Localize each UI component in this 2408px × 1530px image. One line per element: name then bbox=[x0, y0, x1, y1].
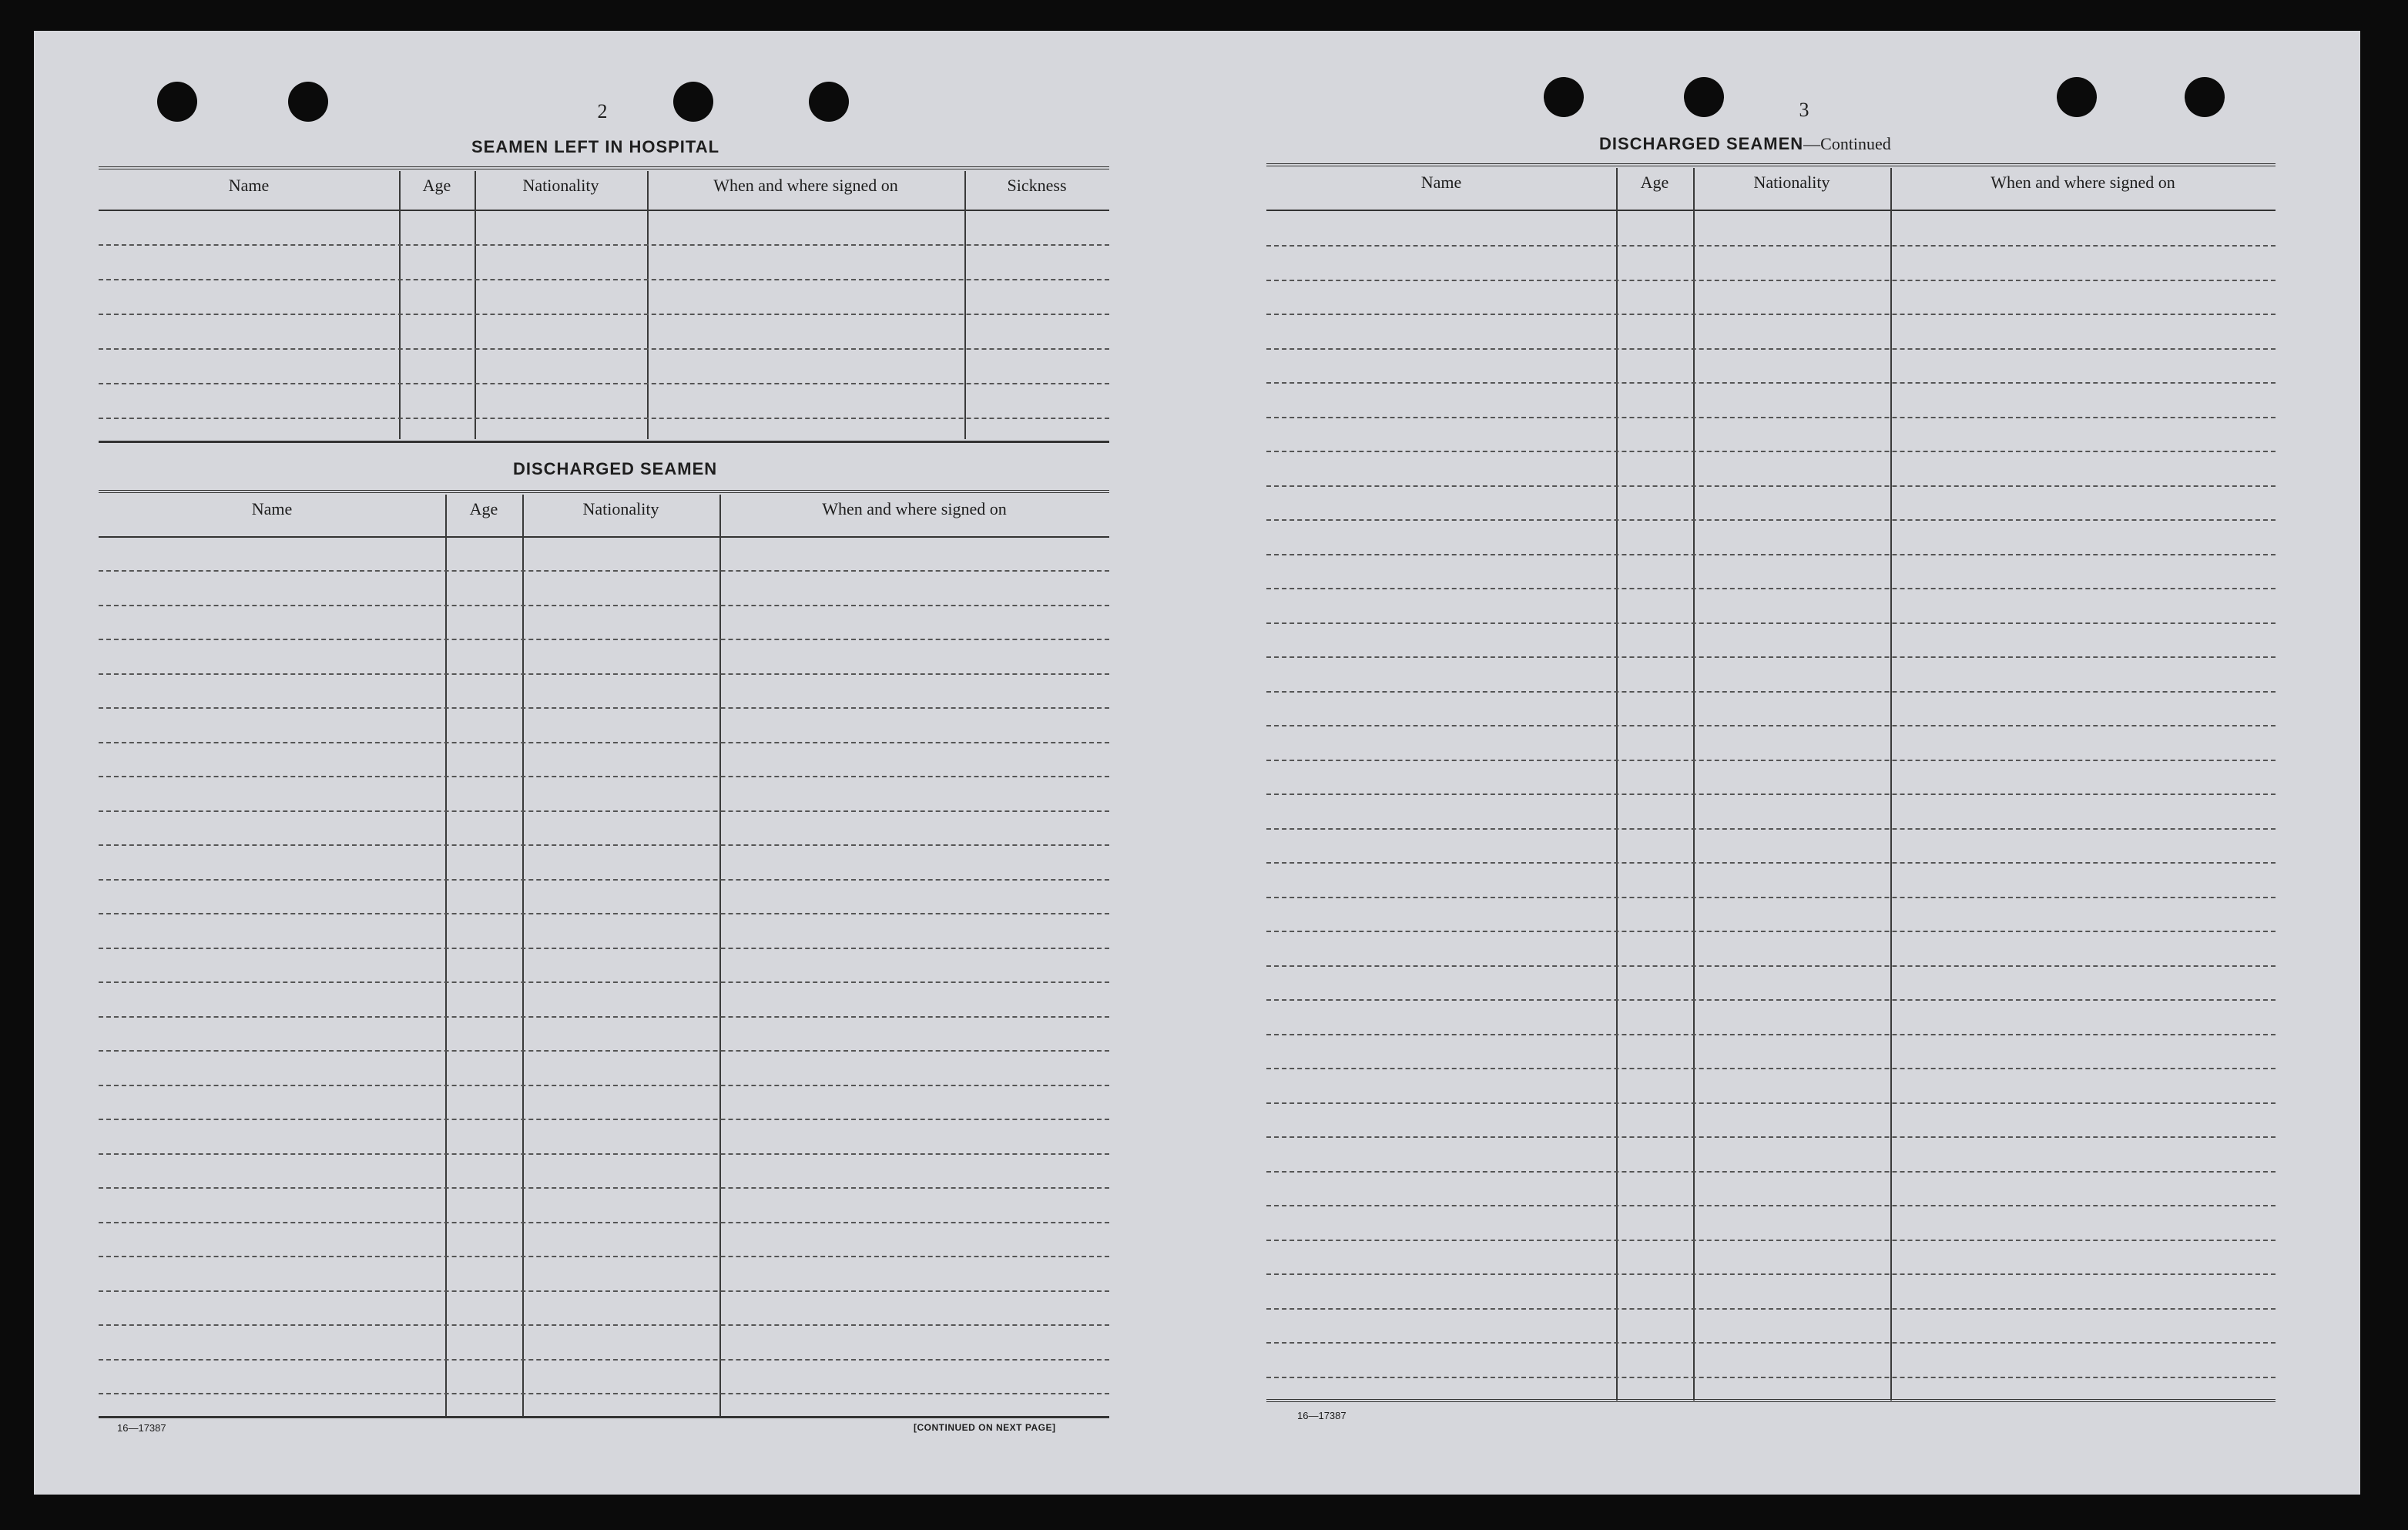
table-row bbox=[99, 1187, 1109, 1189]
table-row bbox=[99, 639, 1109, 640]
binder-hole bbox=[2185, 77, 2225, 117]
discharged-continued-title bbox=[1599, 134, 1891, 154]
table-row bbox=[1266, 1136, 2276, 1138]
column-header-age: Age bbox=[469, 499, 498, 518]
table-row bbox=[99, 1085, 1109, 1086]
table-row bbox=[1266, 760, 2276, 761]
column-header-age: Age bbox=[1640, 173, 1669, 192]
form-number: 16—17387 bbox=[1297, 1410, 1347, 1421]
table-row bbox=[99, 605, 1109, 606]
table-row bbox=[99, 1324, 1109, 1326]
left-page bbox=[34, 31, 1197, 1495]
table-row bbox=[99, 913, 1109, 914]
table-row bbox=[99, 879, 1109, 881]
table-row bbox=[1266, 1273, 2276, 1275]
binder-hole bbox=[1544, 77, 1584, 117]
discharged-continued-table bbox=[1266, 163, 2276, 1434]
table-row bbox=[99, 418, 1109, 419]
table-row bbox=[1266, 382, 2276, 384]
table-row bbox=[99, 1050, 1109, 1052]
table-row bbox=[1266, 691, 2276, 693]
table-row bbox=[1266, 931, 2276, 932]
table-row bbox=[99, 742, 1109, 743]
column-header-name: Name bbox=[228, 176, 270, 195]
table-row bbox=[1266, 1068, 2276, 1069]
title-main: DISCHARGED SEAMEN bbox=[1599, 134, 1804, 153]
hospital-table bbox=[99, 166, 1109, 467]
table-row bbox=[1266, 862, 2276, 864]
table-row bbox=[1266, 348, 2276, 350]
document-sheet bbox=[34, 31, 2360, 1495]
table-row bbox=[99, 1393, 1109, 1394]
column-header-nationality: Nationality bbox=[522, 176, 599, 195]
table-row bbox=[99, 948, 1109, 949]
table-row bbox=[99, 348, 1109, 350]
discharged-table bbox=[99, 490, 1109, 1445]
table-row bbox=[1266, 965, 2276, 967]
table-row bbox=[99, 1256, 1109, 1257]
hospital-section-title: SEAMEN LEFT IN HOSPITAL bbox=[471, 137, 720, 156]
table-row bbox=[99, 244, 1109, 246]
table-row bbox=[1266, 1240, 2276, 1241]
table-row bbox=[1266, 451, 2276, 452]
table-row bbox=[99, 570, 1109, 572]
table-row bbox=[1266, 725, 2276, 726]
table-row bbox=[1266, 417, 2276, 418]
table-row bbox=[99, 1119, 1109, 1120]
table-row bbox=[99, 383, 1109, 384]
table-row bbox=[1266, 622, 2276, 624]
table-row bbox=[99, 279, 1109, 280]
binder-hole bbox=[1684, 77, 1724, 117]
discharged-section-title: DISCHARGED SEAMEN bbox=[513, 459, 718, 478]
table-row bbox=[1266, 1102, 2276, 1104]
table-row bbox=[1266, 1342, 2276, 1344]
column-header-name: Name bbox=[251, 499, 293, 518]
column-header-signed-on: When and where signed on bbox=[713, 176, 898, 195]
title-suffix: —Continued bbox=[1803, 134, 1891, 153]
table-row bbox=[99, 1153, 1109, 1155]
binder-hole bbox=[673, 82, 713, 122]
column-header-age: Age bbox=[422, 176, 451, 195]
table-row bbox=[1266, 1034, 2276, 1035]
table-row bbox=[1266, 999, 2276, 1001]
page-number: 2 bbox=[597, 100, 608, 122]
table-row bbox=[1266, 1205, 2276, 1206]
table-row bbox=[99, 981, 1109, 983]
column-header-nationality: Nationality bbox=[582, 499, 659, 518]
table-row bbox=[99, 673, 1109, 675]
table-row bbox=[1266, 1171, 2276, 1173]
column-header-name: Name bbox=[1420, 173, 1462, 192]
table-row bbox=[1266, 519, 2276, 521]
table-row bbox=[1266, 245, 2276, 247]
binder-hole bbox=[157, 82, 197, 122]
table-row bbox=[1266, 656, 2276, 658]
binder-hole bbox=[288, 82, 328, 122]
table-row bbox=[99, 1016, 1109, 1018]
table-row bbox=[1266, 314, 2276, 315]
table-row bbox=[1266, 280, 2276, 281]
table-row bbox=[1266, 588, 2276, 589]
column-header-nationality: Nationality bbox=[1753, 173, 1830, 192]
right-page bbox=[1197, 31, 2360, 1495]
table-row bbox=[1266, 485, 2276, 487]
table-row bbox=[1266, 828, 2276, 830]
binder-hole bbox=[809, 82, 849, 122]
table-row bbox=[99, 844, 1109, 846]
continued-note: [CONTINUED ON NEXT PAGE] bbox=[914, 1422, 1056, 1433]
table-row bbox=[1266, 897, 2276, 898]
column-header-signed-on: When and where signed on bbox=[822, 499, 1007, 518]
table-row bbox=[99, 776, 1109, 777]
form-number: 16—17387 bbox=[117, 1422, 166, 1434]
column-header-sickness: Sickness bbox=[1007, 176, 1067, 195]
table-row bbox=[1266, 1308, 2276, 1310]
table-row bbox=[99, 1290, 1109, 1292]
table-row bbox=[99, 810, 1109, 812]
page-number: 3 bbox=[1799, 99, 1809, 121]
table-row bbox=[99, 707, 1109, 709]
table-row bbox=[1266, 1377, 2276, 1378]
table-row bbox=[99, 1359, 1109, 1361]
table-row bbox=[1266, 794, 2276, 795]
table-row bbox=[1266, 554, 2276, 555]
table-row bbox=[99, 314, 1109, 315]
column-header-signed-on: When and where signed on bbox=[1990, 173, 2175, 192]
binder-hole bbox=[2057, 77, 2097, 117]
table-row bbox=[99, 1222, 1109, 1223]
